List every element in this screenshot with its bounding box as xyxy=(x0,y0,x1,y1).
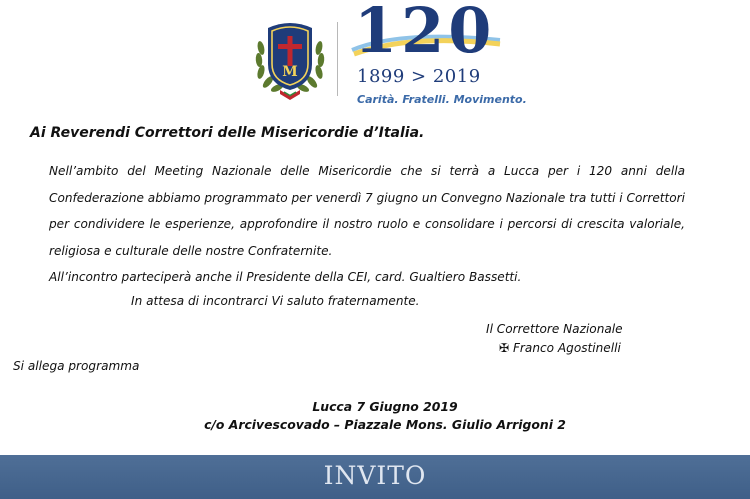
letter-salutation: Ai Reverendi Correttori delle Misericordie d’Italia. xyxy=(30,125,425,141)
misericordie-emblem-icon xyxy=(254,14,326,100)
body-line-1: Nell’ambito del Meeting Nazionale delle Misericordie che si terrà a Lucca per i 120 anni della xyxy=(49,164,685,178)
place-date: Lucca 7 Giugno 2019 xyxy=(312,399,458,414)
body-line-4: religiosa e culturale delle nostre Confraternite. xyxy=(49,243,333,258)
event-address: c/o Arcivescovado – Piazzale Mons. Giulio Arrigoni 2 xyxy=(204,417,566,432)
letter-greeting: In attesa di incontrarci Vi saluto fraternamente. xyxy=(131,294,420,308)
anniversary-number: 120 xyxy=(354,0,496,67)
signature-title: Il Correttore Nazionale xyxy=(486,322,623,336)
emblem-monogram: M xyxy=(282,64,298,80)
logo-tagline: Carità. Fratelli. Movimento. xyxy=(357,93,527,106)
attachment-note: Si allega programma xyxy=(13,359,140,373)
letter-body xyxy=(49,158,685,291)
body-line-3: per condividere le esperienze, approfondire il nostro ruolo e consolidare i percorsi di crescita valoriale, xyxy=(49,217,685,231)
body-second-paragraph: All’incontro parteciperà anche il Presidente della CEI, card. Gualtiero Bassetti. xyxy=(49,270,522,284)
invito-label: INVITO xyxy=(323,461,427,490)
logo-divider xyxy=(337,22,338,96)
anniversary-years: 1899 > 2019 xyxy=(357,66,481,87)
body-line-2: Confederazione abbiamo programmato per venerdì 7 giugno un Convegno Nazionale tra tutti i Correttori xyxy=(49,190,685,205)
signature-name: ✠ Franco Agostinelli xyxy=(499,341,621,355)
